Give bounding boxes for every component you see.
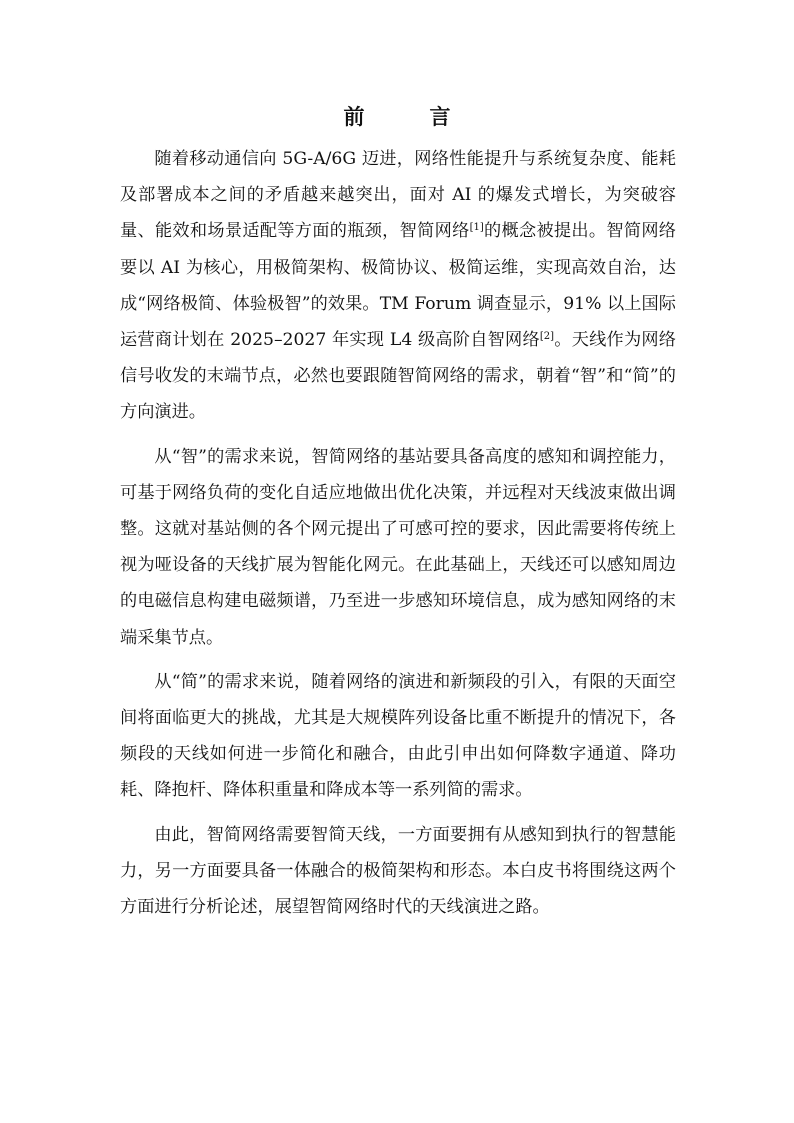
- citation-2: [2]: [539, 331, 555, 343]
- citation-1: [1]: [469, 222, 484, 234]
- paragraph-1: [120, 141, 676, 431]
- paragraph-3: 从“简”的需求来说，随着网络的演进和新频段的引入，有限的天面空间将面临更大的挑战，尤其是大规模阵列设备比重不断提升的情况下，各频段的天线如何进一步简化和融合，由此引申出如何降数字通道、降功耗、降抱杆、降体积重量和降成本等一系列简的需求。: [120, 671, 676, 801]
- paragraph-1-text-a: 随着移动通信向 5G-A/6G 迈进，网络性能提升与系统复杂度、能耗及部署成本之间的矛盾越来越突出，面对 AI 的爆发式增长，为突破容量、能效和场景适配等方面的瓶颈，智简网络: [120, 149, 676, 242]
- paragraph-2: 从“智”的需求来说，智简网络的基站要具备高度的感知和调控能力，可基于网络负荷的变化自适应地做出优化决策，并远程对天线波束做出调整。这就对基站侧的各个网元提出了可感可控的要求，因此需要将传统上视为哑设备的天线扩展为智能化网元。在此基础上，天线还可以感知周边的电磁信息构建电磁频谱，乃至进一步感知环境信息，成为感知网络的末端采集节点。: [120, 446, 676, 648]
- paragraph-1-text-c: 。天线作为网络信号收发的末端节点，必然也要跟随智简网络的需求，朝着“智”和“简”的方向演进。: [120, 330, 676, 423]
- body-text: [120, 141, 676, 933]
- paragraph-4: 由此，智简网络需要智简天线，一方面要拥有从感知到执行的智慧能力，另一方面要具备一体融合的极简架构和形态。本白皮书将围绕这两个方面进行分析论述，展望智简网络时代的天线演进之路。: [120, 824, 676, 918]
- paragraph-1-text-b: 的概念被提出。智简网络要以 AI 为核心，用极简架构、极简协议、极简运维，实现高效自治，达成“网络极简、体验极智”的效果。TM Forum 调查显示，91% 以上国际运营商计划在 2025–2027 年实现 L4 级高阶自智网络: [120, 221, 676, 351]
- page-title: 前 言: [343, 105, 473, 129]
